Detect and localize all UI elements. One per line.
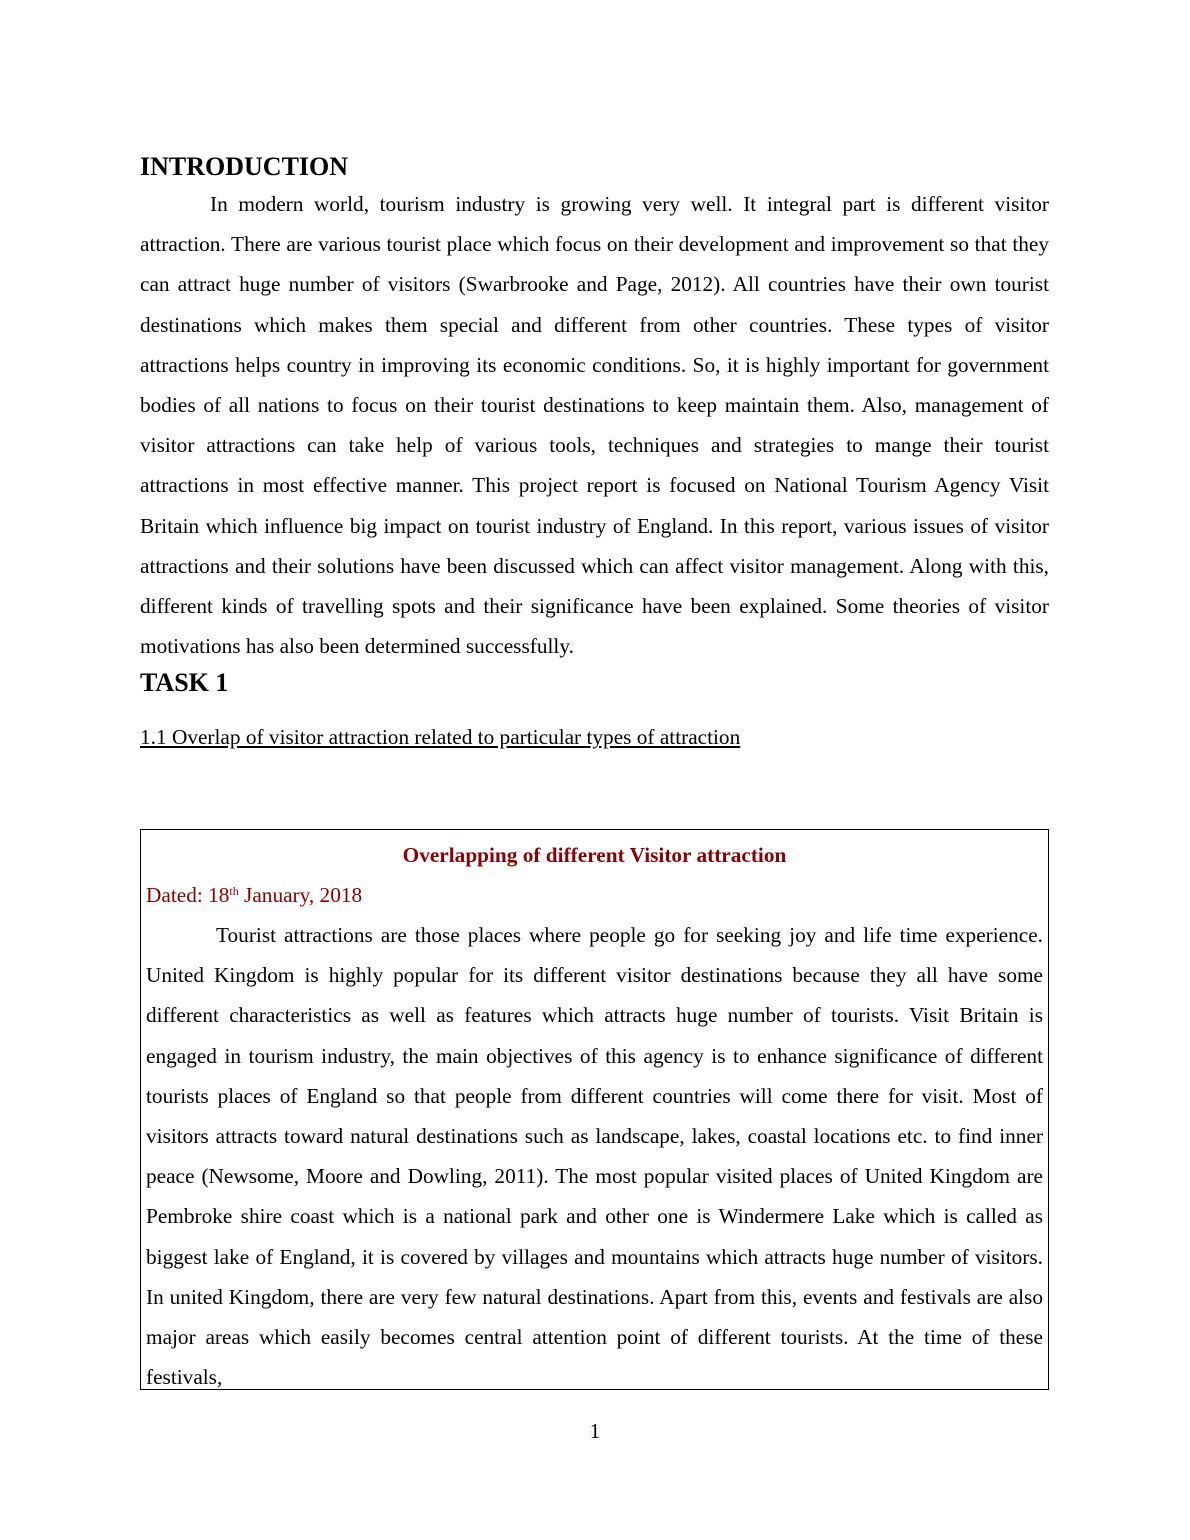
task1-subheading: 1.1 Overlap of visitor attraction related to particular types of attraction bbox=[140, 725, 741, 750]
bordered-text-box bbox=[140, 829, 1049, 1390]
date-suffix: January, 2018 bbox=[238, 883, 363, 907]
introduction-heading: INTRODUCTION bbox=[140, 152, 349, 181]
box-title: Overlapping of different Visitor attraction bbox=[402, 843, 787, 867]
page-content bbox=[140, 150, 1049, 751]
box-date bbox=[146, 875, 1043, 915]
box-paragraph: Tourist attractions are those places where people go for seeking joy and life time experience. United Kingdom is highly popular for its different visitor destinations because they all have some different characteristics as well as features which attracts huge number of tourists. Visit Britain is engaged in tourism industry, the main objectives of this agency is to enhance significance of different tourists places of England so that people from different countries will come there for visit. Most of visitors attracts toward natural destinations such as landscape, lakes, coastal locations etc. to find inner peace (Newsome, Moore and Dowling, 2011). The most popular visited places of United Kingdom are Pembroke shire coast which is a national park and other one is Windermere Lake which is called as biggest lake of England, it is covered by villages and mountains which attracts huge number of visitors. In united Kingdom, there are very few natural destinations. Apart from this, events and festivals are also major areas which easily becomes central attention point of different tourists. At the time of these festivals, bbox=[146, 923, 1043, 1390]
date-superscript: th bbox=[229, 884, 239, 898]
text-box-inner bbox=[141, 830, 1048, 1390]
introduction-paragraph: In modern world, tourism industry is growing very well. It integral part is different visitor attraction. There are various tourist place which focus on their development and improvement so that they can attract huge number of visitors (Swarbrooke and Page, 2012). All countries have their own tourist destinations which makes them special and different from other countries. These types of visitor attractions helps country in improving its economic conditions. So, it is highly important for government bodies of all nations to focus on their tourist destinations to keep maintain them. Also, management of visitor attractions can take help of various tools, techniques and strategies to mange their tourist attractions in most effective manner. This project report is focused on National Tourism Agency Visit Britain which influence big impact on tourist industry of England. In this report, various issues of visitor attractions and their solutions have been discussed which can affect visitor management. Along with this, different kinds of travelling spots and their significance have been explained. Some theories of visitor motivations has also been determined successfully. bbox=[140, 192, 1049, 659]
page-number: 1 bbox=[589, 1419, 601, 1443]
task1-heading: TASK 1 bbox=[140, 668, 229, 698]
date-prefix: Dated: 18 bbox=[146, 883, 230, 907]
